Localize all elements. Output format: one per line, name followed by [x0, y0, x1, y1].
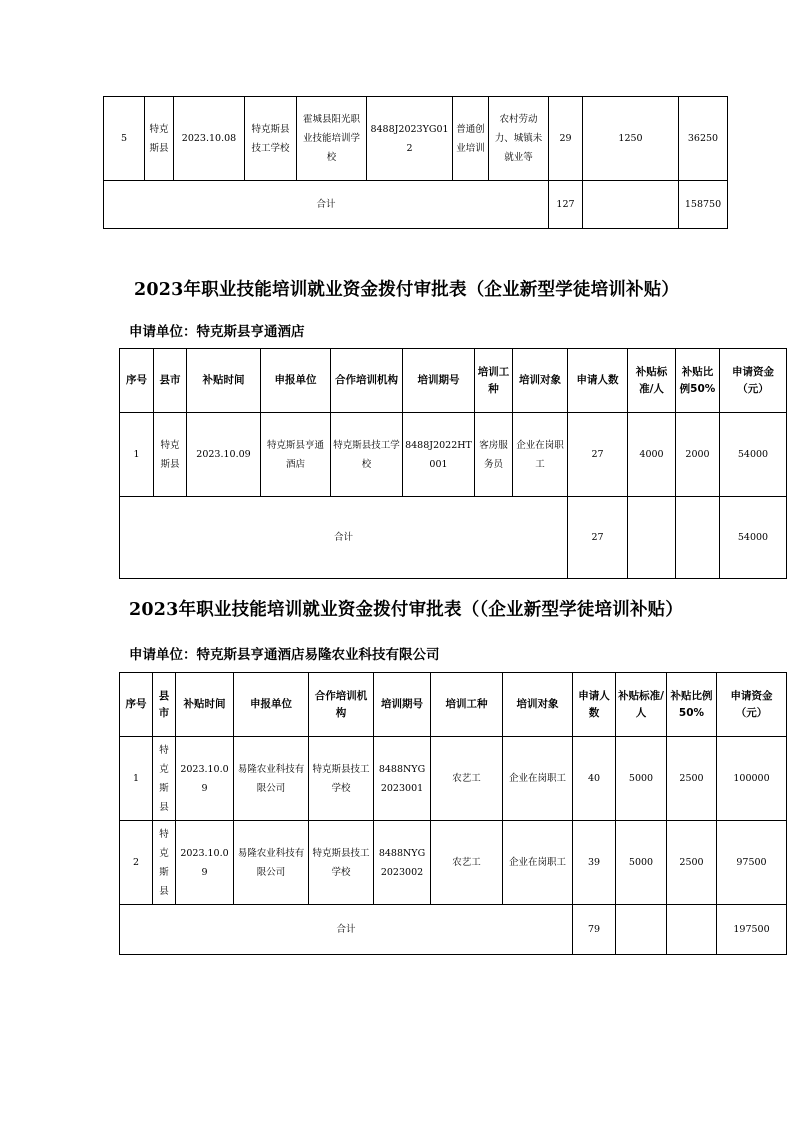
row-target: 企业在岗职工	[503, 821, 573, 905]
row-type: 农艺工	[431, 821, 503, 905]
header-period: 培训期号	[374, 673, 431, 737]
header-partner: 合作培训机构	[309, 673, 374, 737]
row-target: 农村劳动力、城镇未就业等	[489, 97, 549, 181]
header-row	[120, 349, 787, 413]
section1-title: 2023年职业技能培训就业资金拨付审批表（企业新型学徒培训补贴）	[134, 280, 680, 300]
row-count: 39	[573, 821, 616, 905]
header-partner: 合作培训机构	[331, 349, 403, 413]
header-type: 培训工种	[475, 349, 513, 413]
row-county: 特克斯县	[154, 413, 187, 497]
total-label: 合计	[120, 497, 568, 579]
row-standard: 5000	[616, 821, 667, 905]
row-target: 企业在岗职工	[513, 413, 568, 497]
row-standard: 4000	[628, 413, 676, 497]
header-amount: 申请资金（元）	[720, 349, 787, 413]
row-partner: 特克斯县技工学校	[331, 413, 403, 497]
header-ratio: 补贴比例50%	[676, 349, 720, 413]
section1-applicant: 申请单位：特克斯县亨通酒店	[129, 324, 305, 340]
section2-applicant: 申请单位：特克斯县亨通酒店易隆农业科技有限公司	[129, 647, 440, 663]
header-county: 县市	[154, 349, 187, 413]
header-target: 培训对象	[503, 673, 573, 737]
table-row	[120, 737, 787, 821]
row-type: 农艺工	[431, 737, 503, 821]
section2-title: 2023年职业技能培训就业资金拨付审批表（（企业新型学徒培训补贴）	[129, 600, 684, 620]
row-unit: 特克斯县亨通酒店	[261, 413, 331, 497]
total-ratio-empty	[676, 497, 720, 579]
total-count: 127	[549, 181, 583, 229]
header-no: 序号	[120, 349, 154, 413]
row-amount: 97500	[717, 821, 787, 905]
header-count: 申请人数	[568, 349, 628, 413]
header-type: 培训工种	[431, 673, 503, 737]
row-count: 40	[573, 737, 616, 821]
row-period: 8488J2022HT001	[403, 413, 475, 497]
row-county: 特克斯县	[153, 737, 176, 821]
section2-table	[119, 672, 787, 955]
row-amount: 36250	[679, 97, 728, 181]
header-date: 补贴时间	[187, 349, 261, 413]
row-type: 客房服务员	[475, 413, 513, 497]
table-row	[120, 821, 787, 905]
table-row	[104, 97, 728, 181]
row-date: 2023.10.09	[176, 821, 234, 905]
row-count: 29	[549, 97, 583, 181]
row-period: 8488NYG2023002	[374, 821, 431, 905]
header-county: 县市	[153, 673, 176, 737]
row-county: 特克斯县	[153, 821, 176, 905]
total-count: 79	[573, 905, 616, 955]
row-date: 2023.10.09	[176, 737, 234, 821]
total-amount: 54000	[720, 497, 787, 579]
row-unit: 易隆农业科技有限公司	[234, 737, 309, 821]
row-standard: 5000	[616, 737, 667, 821]
row-amount: 100000	[717, 737, 787, 821]
total-amount: 158750	[679, 181, 728, 229]
row-count: 27	[568, 413, 628, 497]
header-no: 序号	[120, 673, 153, 737]
header-target: 培训对象	[513, 349, 568, 413]
header-standard: 补贴标准/人	[616, 673, 667, 737]
row-partner: 霍城县阳光职业技能培训学校	[297, 97, 367, 181]
total-ratio-empty	[667, 905, 717, 955]
header-row	[120, 673, 787, 737]
row-no: 1	[120, 413, 154, 497]
header-amount: 申请资金（元）	[717, 673, 787, 737]
header-standard: 补贴标准/人	[628, 349, 676, 413]
row-unit: 易隆农业科技有限公司	[234, 821, 309, 905]
header-unit: 申报单位	[261, 349, 331, 413]
table-row	[120, 413, 787, 497]
header-unit: 申报单位	[234, 673, 309, 737]
row-unit: 特克斯县技工学校	[245, 97, 297, 181]
row-period: 8488J2023YG012	[367, 97, 453, 181]
row-no: 1	[120, 737, 153, 821]
header-ratio: 补贴比例50%	[667, 673, 717, 737]
row-county: 特克斯县	[145, 97, 174, 181]
total-amount: 197500	[717, 905, 787, 955]
continued-table	[103, 96, 728, 229]
total-label: 合计	[104, 181, 549, 229]
total-label: 合计	[120, 905, 573, 955]
section1-table	[119, 348, 787, 579]
header-date: 补贴时间	[176, 673, 234, 737]
total-row	[120, 497, 787, 579]
total-count: 27	[568, 497, 628, 579]
row-ratio: 2500	[667, 821, 717, 905]
total-row	[120, 905, 787, 955]
row-ratio: 2500	[667, 737, 717, 821]
row-target: 企业在岗职工	[503, 737, 573, 821]
row-no: 5	[104, 97, 145, 181]
row-partner: 特克斯县技工学校	[309, 737, 374, 821]
row-amount: 54000	[720, 413, 787, 497]
row-type: 普通创业培训	[453, 97, 489, 181]
total-standard-empty	[616, 905, 667, 955]
row-date: 2023.10.09	[187, 413, 261, 497]
row-ratio: 2000	[676, 413, 720, 497]
header-period: 培训期号	[403, 349, 475, 413]
row-period: 8488NYG2023001	[374, 737, 431, 821]
row-partner: 特克斯县技工学校	[309, 821, 374, 905]
header-count: 申请人数	[573, 673, 616, 737]
total-standard-empty	[628, 497, 676, 579]
total-standard-empty	[583, 181, 679, 229]
total-row	[104, 181, 728, 229]
row-standard: 1250	[583, 97, 679, 181]
row-date: 2023.10.08	[174, 97, 245, 181]
row-no: 2	[120, 821, 153, 905]
